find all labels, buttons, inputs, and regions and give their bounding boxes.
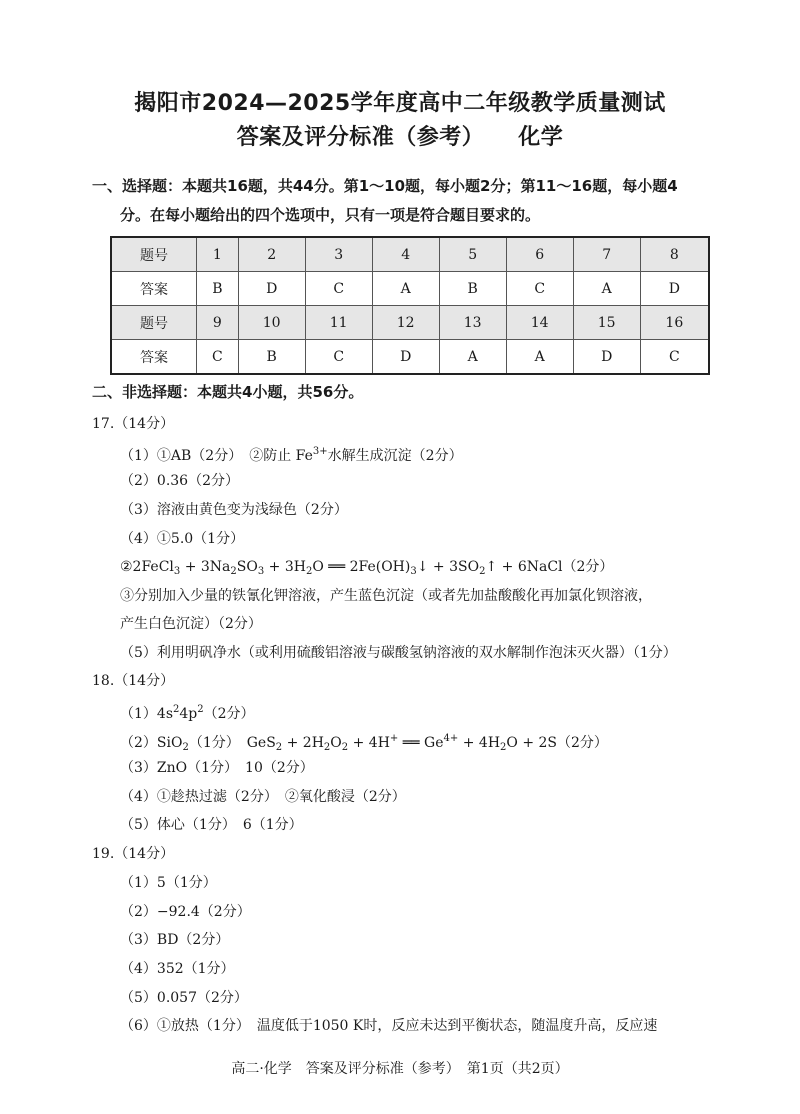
text-run: + 4H — [458, 735, 501, 751]
subscript: 2 — [323, 742, 331, 753]
text-run: SO — [236, 559, 258, 575]
text-run: ══ Ge — [398, 735, 444, 751]
q18-answer-1 — [120, 700, 255, 724]
table-cell: 2 — [238, 237, 305, 272]
text-run: ↑ + 6NaCl（2分） — [485, 559, 614, 575]
table-cell: 5 — [439, 237, 506, 272]
table-cell: D — [573, 340, 640, 375]
section1-heading — [92, 172, 732, 230]
subscript: 2 — [479, 566, 486, 577]
table-row — [111, 306, 709, 340]
text-run: （1）①AB（2分） ②防止 Fe — [120, 448, 313, 464]
page-subtitle — [0, 120, 800, 151]
subscript: 2 — [182, 742, 189, 753]
q19-title: 19.（14分） — [92, 846, 175, 862]
subject-label: 化学 — [518, 125, 564, 150]
text-run: + 3Na — [180, 559, 231, 575]
superscript: + — [389, 733, 399, 744]
text-run: （2分） — [203, 706, 255, 722]
text-run: O — [330, 735, 342, 751]
q18-answer-2 — [120, 729, 608, 758]
answer-table — [110, 236, 710, 375]
table-cell: 10 — [238, 306, 305, 340]
table-cell: 14 — [506, 306, 573, 340]
q18-answer-5: （5）体心（1分） 6（1分） — [120, 817, 303, 833]
superscript: 2 — [197, 704, 204, 715]
superscript: 3+ — [312, 446, 328, 457]
table-cell: D — [372, 340, 439, 375]
table-cell: A — [439, 340, 506, 375]
table-header-cell: 题号 — [111, 306, 197, 340]
q19-answer-3: （3）BD（2分） — [120, 932, 230, 948]
table-cell: C — [197, 340, 239, 375]
text-run: + 4H — [348, 735, 390, 751]
table-cell: C — [305, 272, 372, 306]
text-run: + 2H — [282, 735, 324, 751]
table-cell: B — [197, 272, 239, 306]
q18-answer-3: （3）ZnO（1分） 10（2分） — [120, 760, 314, 776]
q19-answer-1: （1）5（1分） — [120, 875, 217, 891]
table-cell: 7 — [573, 237, 640, 272]
q17-answer-2: （2）0.36（2分） — [120, 473, 239, 489]
q17-answer-3: （3）溶液由黄色变为浅绿色（2分） — [120, 502, 348, 518]
subscript: 3 — [410, 566, 417, 577]
table-cell: D — [640, 272, 709, 306]
text-run: 4p — [179, 706, 198, 722]
table-cell: C — [506, 272, 573, 306]
table-row — [111, 272, 709, 306]
text-run: O ══ 2Fe(OH) — [312, 559, 411, 575]
text-run: （1）4s — [120, 706, 173, 722]
table-cell: 16 — [640, 306, 709, 340]
subscript: 3 — [257, 566, 265, 577]
section1-heading-line2: 分。在每小题给出的四个选项中，只有一项是符合题目要求的。 — [120, 206, 541, 224]
table-cell: 13 — [439, 306, 506, 340]
text-run: （1分） GeS — [188, 735, 276, 751]
table-row — [111, 340, 709, 375]
subtitle-text: 答案及评分标准（参考） — [236, 125, 485, 150]
subscript: 2 — [230, 566, 237, 577]
table-cell: A — [573, 272, 640, 306]
q19-answer-6: （6）①放热（1分） 温度低于1050 K时，反应未达到平衡状态，随温度升高，反应速 — [120, 1018, 658, 1034]
superscript: 2 — [173, 704, 180, 715]
q17-answer-7: 产生白色沉淀）（2分） — [120, 616, 262, 632]
q18-answer-4: （4）①趁热过滤（2分） ②氧化酸浸（2分） — [120, 789, 406, 805]
subscript: 2 — [305, 566, 313, 577]
table-cell: B — [238, 340, 305, 375]
table-cell: 12 — [372, 306, 439, 340]
table-cell: 6 — [506, 237, 573, 272]
table-cell: C — [305, 340, 372, 375]
table-cell: 3 — [305, 237, 372, 272]
q17-equation — [120, 557, 613, 582]
subscript: 3 — [173, 566, 181, 577]
q19-answer-4: （4）352（1分） — [120, 961, 235, 977]
superscript: 4+ — [443, 733, 459, 744]
subscript: 2 — [500, 742, 507, 753]
q17-title: 17.（14分） — [92, 416, 175, 432]
q19-answer-5: （5）0.057（2分） — [120, 990, 248, 1006]
table-header-cell: 题号 — [111, 237, 197, 272]
table-cell: 8 — [640, 237, 709, 272]
section1-heading-line1: 一、选择题：本题共16题，共44分。第1～10题，每小题2分；第11～16题，每小题4 — [92, 177, 678, 195]
table-cell: A — [506, 340, 573, 375]
q17-answer-4: （4）①5.0（1分） — [120, 531, 245, 547]
table-cell: D — [238, 272, 305, 306]
subscript: 2 — [341, 742, 349, 753]
text-run: ②2FeCl — [120, 559, 174, 575]
table-cell: 4 — [372, 237, 439, 272]
q18-title: 18.（14分） — [92, 673, 175, 689]
q17-answer-8: （5）利用明矾净水（或利用硫酸铝溶液与碳酸氢钠溶液的双水解制作泡沫灭火器）（1分） — [120, 645, 677, 661]
page-title: 揭阳市2024—2025学年度高中二年级教学质量测试 — [134, 91, 666, 116]
table-header-cell: 答案 — [111, 272, 197, 306]
text-run: ↓ + 3SO — [416, 559, 480, 575]
q17-answer-6: ③分别加入少量的铁氰化钾溶液，产生蓝色沉淀（或者先加盐酸酸化再加氯化钡溶液， — [120, 588, 652, 604]
text-run: O + 2S（2分） — [506, 735, 608, 751]
text-run: + 3H — [264, 559, 306, 575]
table-cell: B — [439, 272, 506, 306]
table-row — [111, 237, 709, 272]
table-cell: 15 — [573, 306, 640, 340]
table-cell: 9 — [197, 306, 239, 340]
table-cell: A — [372, 272, 439, 306]
page-footer: 高二·化学 答案及评分标准（参考） 第1页（共2页） — [231, 1061, 569, 1077]
q19-answer-2: （2）−92.4（2分） — [120, 904, 251, 920]
table-cell: C — [640, 340, 709, 375]
q17-answer-1 — [120, 442, 463, 466]
text-run: （2）SiO — [120, 735, 183, 751]
text-run: 水解生成沉淀（2分） — [327, 448, 463, 464]
subscript: 2 — [275, 742, 283, 753]
table-header-cell: 答案 — [111, 340, 197, 375]
table-cell: 1 — [197, 237, 239, 272]
section2-heading: 二、非选择题：本题共4小题，共56分。 — [92, 383, 364, 401]
table-cell: 11 — [305, 306, 372, 340]
